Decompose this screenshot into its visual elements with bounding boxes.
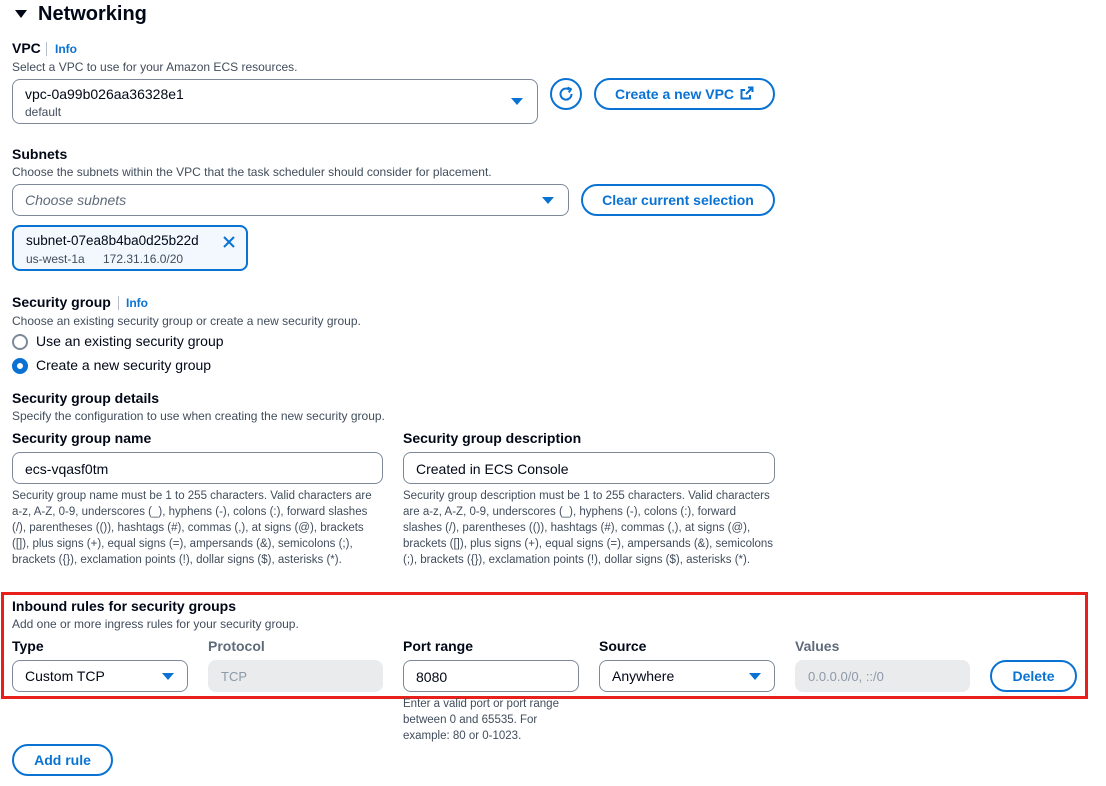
- sg-description-input[interactable]: [403, 452, 775, 484]
- label-divider: [118, 296, 119, 310]
- subnets-placeholder: Choose subnets: [25, 192, 127, 208]
- subnet-token-cidr: 172.31.16.0/20: [103, 252, 184, 266]
- delete-rule-label: Delete: [1012, 668, 1055, 684]
- sg-description-label: Security group description: [403, 430, 582, 446]
- add-rule-button[interactable]: [12, 744, 113, 776]
- security-group-label: Security group: [12, 294, 111, 310]
- sg-name-label: Security group name: [12, 430, 152, 446]
- sg-description-help: Security group description must be 1 to 255 characters. Valid characters are a-z, A-Z, 0-9, underscores (_), hyphens (-), colons (:), forward slashes (/), parentheses (()), hashtags (#), commas (,), at signs (@), brackets ([]), plus signs (+), equal signs (=), ampersands (&), semicolons (;), brackets ({}), exclamation points (!), dollar signs ($), asterisks (*).: [403, 490, 774, 566]
- security-group-description: Choose an existing security group or create a new security group.: [12, 314, 361, 328]
- vpc-description: Select a VPC to use for your Amazon ECS resources.: [12, 60, 298, 74]
- clear-selection-label: Clear current selection: [602, 192, 754, 208]
- inbound-description: Add one or more ingress rules for your security group.: [12, 617, 299, 631]
- subnet-token-name: subnet-07ea8b4ba0d25b22d: [26, 233, 199, 248]
- section-title: Networking: [38, 3, 147, 25]
- column-type: Type: [12, 638, 44, 654]
- column-values: Values: [795, 638, 840, 654]
- rule-values-input: [795, 660, 970, 692]
- vpc-select[interactable]: [12, 79, 538, 124]
- dropdown-caret-icon: [162, 673, 174, 680]
- subnets-multiselect[interactable]: [12, 184, 569, 216]
- subnet-token: [12, 225, 248, 271]
- subnets-description: Choose the subnets within the VPC that the task scheduler should consider for placement.: [12, 165, 492, 179]
- vpc-label: VPC: [12, 40, 41, 56]
- sg-name-input[interactable]: [12, 452, 383, 484]
- vpc-selected-tag: default: [25, 105, 62, 119]
- create-vpc-button[interactable]: [594, 78, 775, 110]
- rule-type-select[interactable]: [12, 660, 188, 692]
- sg-name-value: ecs-vqasf0tm: [25, 461, 109, 477]
- rule-source-value: Anywhere: [612, 668, 675, 684]
- add-rule-label: Add rule: [34, 752, 91, 768]
- vpc-info-link[interactable]: Info: [55, 42, 77, 56]
- dropdown-caret-icon: [749, 673, 761, 680]
- section-collapse-icon[interactable]: [14, 7, 28, 21]
- radio-create-new-label[interactable]: Create a new security group: [36, 357, 212, 373]
- rule-protocol-input: [208, 660, 383, 692]
- sg-name-help: Security group name must be 1 to 255 characters. Valid characters are a-z, A-Z, 0-9, underscores (_), hyphens (-), colons (:), forward slashes (/), parentheses (()), hashtags (#), commas (,), at signs (@), brackets ([]), plus signs (+), equal signs (=), ampersands (&), semicolons (;), brackets ({}), exclamation points (!), dollar signs ($), asterisks (*).: [12, 490, 372, 566]
- label-divider: [46, 42, 47, 56]
- dropdown-caret-icon: [542, 197, 554, 204]
- rule-source-select[interactable]: [599, 660, 775, 692]
- external-link-icon: [740, 86, 754, 103]
- delete-rule-button[interactable]: [990, 660, 1077, 692]
- refresh-icon[interactable]: [550, 78, 582, 110]
- rule-values-placeholder: 0.0.0.0/0, ::/0: [808, 669, 884, 684]
- rule-port-range-value: 8080: [416, 669, 448, 685]
- dropdown-caret-icon: [511, 98, 523, 105]
- radio-use-existing-label[interactable]: Use an existing security group: [36, 333, 224, 349]
- close-icon[interactable]: [221, 234, 237, 250]
- create-vpc-label: Create a new VPC: [614, 86, 735, 102]
- vpc-selected-value: vpc-0a99b026aa36328e1: [25, 86, 184, 102]
- subnets-label: Subnets: [12, 146, 68, 162]
- rule-protocol-value: TCP: [221, 669, 247, 684]
- column-source: Source: [599, 638, 647, 654]
- radio-create-new[interactable]: [12, 358, 28, 374]
- radio-use-existing[interactable]: [12, 334, 28, 350]
- subnet-token-az: us-west-1a: [26, 252, 85, 266]
- inbound-title: Inbound rules for security groups: [12, 598, 237, 614]
- port-range-help: Enter a valid port or port range between 0 and 65535. For example: 80 or 0-1023.: [403, 698, 559, 742]
- sg-description-value: Created in ECS Console: [416, 461, 569, 477]
- rule-port-range-input[interactable]: [403, 660, 579, 692]
- sg-details-description: Specify the configuration to use when creating the new security group.: [12, 409, 385, 423]
- clear-selection-button[interactable]: [581, 184, 775, 216]
- rule-type-value: Custom TCP: [25, 668, 105, 684]
- security-group-info-link[interactable]: Info: [126, 296, 148, 310]
- column-port-range: Port range: [403, 638, 474, 654]
- sg-details-title: Security group details: [12, 390, 160, 406]
- column-protocol: Protocol: [208, 638, 265, 654]
